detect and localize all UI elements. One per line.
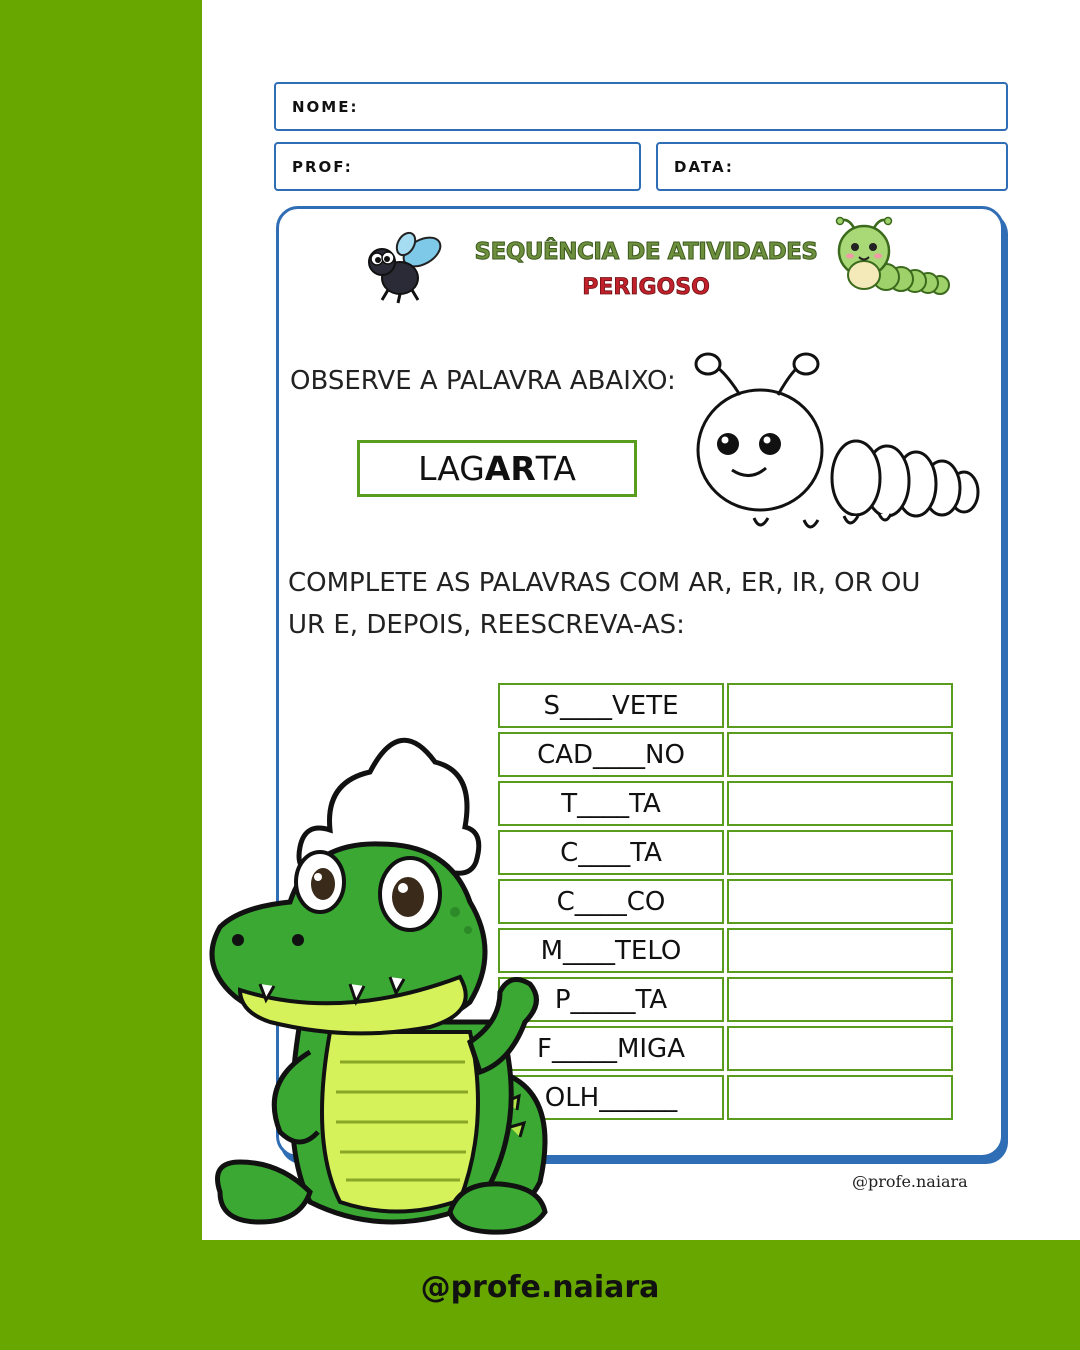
data-field[interactable] [656, 142, 1008, 191]
nome-field[interactable] [274, 82, 1008, 131]
answer-cell[interactable] [727, 1075, 953, 1120]
crocodile-chef-icon [200, 722, 570, 1240]
prof-field[interactable] [274, 142, 641, 191]
complete-instruction [288, 562, 920, 646]
word-suffix: TA [535, 449, 576, 488]
word-cell: M____TELO [498, 928, 724, 973]
observe-instruction: OBSERVE A PALAVRA ABAIXO: [290, 366, 676, 396]
complete-instruction-line1: COMPLETE AS PALAVRAS COM AR, ER, IR, OR OU [288, 568, 921, 598]
answer-cell[interactable] [727, 928, 953, 973]
word-cell: C____CO [498, 879, 724, 924]
prof-label: PROF: [292, 157, 353, 176]
word-cell: P_____TA [498, 977, 724, 1022]
word-cell: S____VETE [498, 683, 724, 728]
word-prefix: LAG [418, 449, 485, 488]
card-title: SEQUÊNCIA DE ATIVIDADES [474, 239, 818, 265]
answer-cell[interactable] [727, 1026, 953, 1071]
word-cell: OLH______ [498, 1075, 724, 1120]
example-word-box [357, 440, 637, 497]
complete-instruction-line2: UR E, DEPOIS, REESCREVA-AS: [288, 610, 685, 640]
sheet-credit: @profe.naiara [852, 1172, 968, 1191]
card-subtitle: PERIGOSO [582, 275, 710, 300]
answer-cell[interactable] [727, 781, 953, 826]
answer-cell[interactable] [727, 879, 953, 924]
fly-icon [360, 228, 446, 304]
footer-credit: @profe.naiara [420, 1270, 660, 1305]
answer-cell[interactable] [727, 732, 953, 777]
answer-cell[interactable] [727, 683, 953, 728]
answer-cell[interactable] [727, 977, 953, 1022]
caterpillar-outline-icon [694, 350, 984, 540]
word-highlight: AR [484, 449, 536, 488]
word-cell: CAD____NO [498, 732, 724, 777]
word-cell: T____TA [498, 781, 724, 826]
data-label: DATA: [674, 157, 734, 176]
caterpillar-icon [828, 215, 952, 303]
nome-label: NOME: [292, 97, 359, 116]
word-cell: C____TA [498, 830, 724, 875]
answer-cell[interactable] [727, 830, 953, 875]
word-cell: F_____MIGA [498, 1026, 724, 1071]
